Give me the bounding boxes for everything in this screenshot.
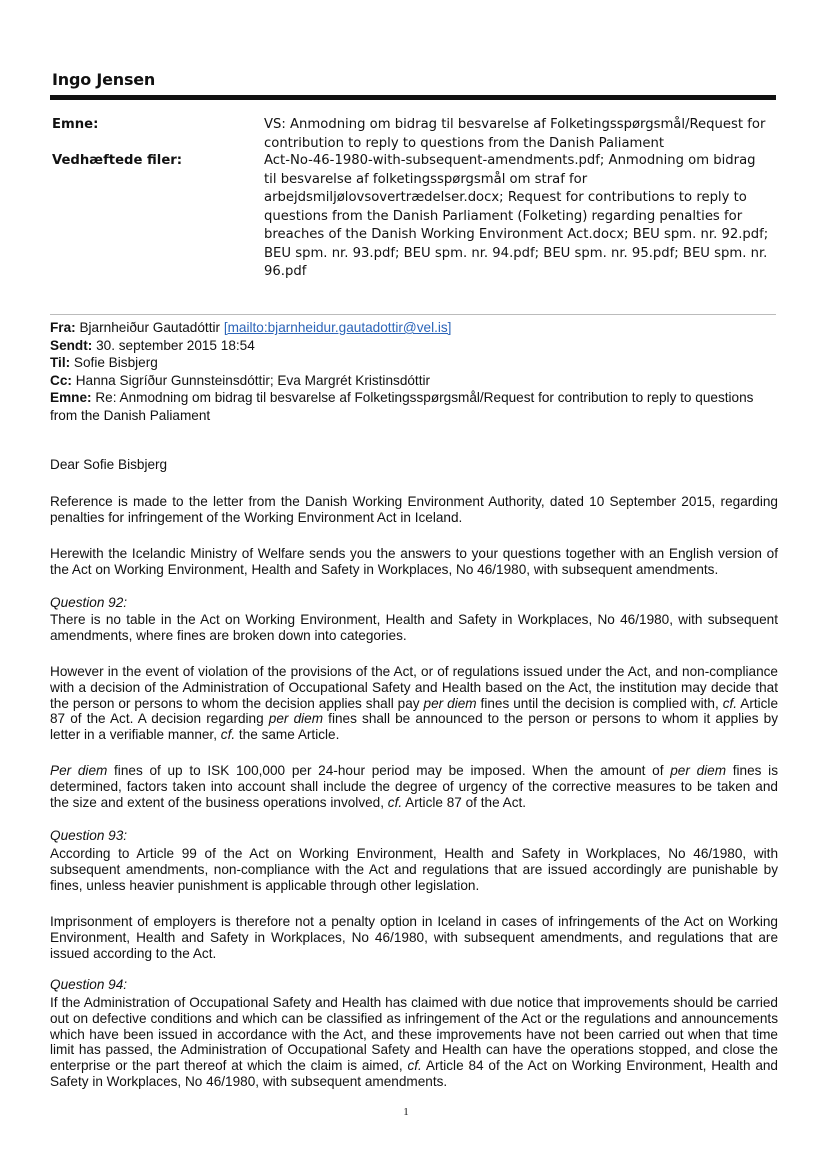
q92-p3-text-b: fines of up to ISK 100,000 per 24-hour period may be imposed. When the amount of — [107, 763, 671, 778]
to-row — [50, 354, 778, 372]
question-92-paragraph-2 — [50, 664, 778, 743]
q92-p3-italic-a: Per diem — [50, 763, 108, 778]
sent-row — [50, 337, 778, 355]
sent-value: 30. september 2015 18:54 — [96, 337, 255, 353]
cc-label: Cc: — [50, 372, 72, 388]
question-92-paragraph-1: There is no table in the Act on Working Environment, Health and Safety in Workplaces, No 46/1980, with subsequent amendments, where fines are broken down into categories. — [50, 612, 778, 643]
q92-p2-text-e: Article 87 of the Act. A decision regarding — [50, 695, 779, 727]
page-number: 1 — [403, 1106, 409, 1118]
question-92-heading: Question 92: — [50, 595, 128, 610]
paragraph-herewith: Herewith the Icelandic Ministry of Welfare sends you the answers to your questions together with an English version of the Act on Working Environment, Health and Safety in Workplaces, No 46/1980, with subsequent amendments. — [50, 546, 778, 577]
q92-p2-text-i: the same Article. — [235, 727, 340, 743]
question-94-heading: Question 94: — [50, 977, 128, 992]
q92-p2-italic-h: cf. — [220, 727, 236, 743]
from-email-link[interactable]: [mailto:bjarnheidur.gautadottir@vel.is] — [223, 320, 452, 335]
attachments-value: Act-No-46-1980-with-subsequent-amendments.pdf; Anmodning om bidrag til besvarelse af folketingsspørgsmål om straf for arbejdsmiljølovsovertrædelser.docx; Request for contributions to reply to questions from the Danish Parliament (Folketing) regarding penalties for breaches of the Danish Working Environment Act.docx; BEU spm. nr. 92.pdf; BEU spm. nr. 93.pdf; BEU spm. nr. 94.pdf; BEU spm. nr. 95.pdf; BEU spm. nr. 96.pdf — [264, 153, 769, 279]
forwarded-message-header — [50, 319, 778, 424]
q92-p2-text-g: fines shall be announced to the person or persons to whom it applies by letter in a verifiable manner, — [50, 711, 778, 743]
q94-p1-text-c: Article 84 of the Act on Working Environment, Health and Safety in Workplaces, No 46/1980, with subsequent amendments. — [50, 1058, 778, 1089]
sent-label: Sendt: — [50, 337, 93, 353]
q92-p2-italic-d: cf. — [722, 695, 738, 711]
mailbox-owner-name: Ingo Jensen — [52, 70, 156, 89]
q92-p3-text-d: fines is determined, factors taken into account shall include the degree of urgency of the corrective measures to be taken and the size and extent of the business operations involved, — [50, 763, 778, 810]
cc-value: Hanna Sigríður Gunnsteinsdóttir; Eva Margrét Kristinsdóttir — [75, 372, 431, 388]
attachments-row — [52, 152, 776, 279]
from-row — [50, 319, 778, 337]
greeting: Dear Sofie Bisbjerg — [50, 457, 168, 472]
question-93-paragraph-2: Imprisonment of employers is therefore not a penalty option in Iceland in cases of infringements of the Act on Working Environment, Health and Safety in Workplaces, No 46/1980, with subsequent amendments, and regulations that are issued according to the Act. — [50, 914, 778, 961]
outer-subject-row — [52, 116, 776, 152]
to-value: Sofie Bisbjerg — [73, 355, 158, 370]
outer-subject-value: VS: Anmodning om bidrag til besvarelse af Folketingsspørgsmål/Request for contribution to reply to questions from the Danish Paliament — [264, 117, 766, 151]
q92-p2-italic-b: per diem — [423, 695, 477, 711]
q92-p2-italic-f: per diem — [268, 711, 324, 727]
question-93-paragraph-1: According to Article 99 of the Act on Working Environment, Health and Safety in Workplaces, No 46/1980, with subsequent amendments, non-compliance with the Act and regulations that are issued accordingly are punishable by fines, unless heavier punishment is applicable through other legislation. — [50, 846, 778, 893]
question-93-heading: Question 93: — [50, 828, 128, 843]
inner-subject-label: Emne: — [50, 390, 92, 405]
q94-p1-text-a: If the Administration of Occupational Safety and Health has claimed with due notice that improvements should be carried out on defective conditions and which can be classified as infringement of the Act or the regulations and announcements which have been issued in accordance with the Act, and these improvements have not been carried out when that time limit has passed, the Administration of Occupational Safety and Health can have the operations stopped, and close the enterprise or the part thereof at which the claim is aimed, — [50, 995, 778, 1074]
question-94-paragraph-1 — [50, 995, 778, 1090]
to-label: Til: — [50, 355, 71, 370]
q92-p3-italic-c: per diem — [670, 763, 727, 778]
q94-p1-italic-b: cf. — [407, 1058, 422, 1074]
outer-subject-label: Emne: — [52, 117, 99, 132]
separator-rule — [50, 314, 776, 315]
cc-row — [50, 372, 778, 390]
q92-p3-text-f: Article 87 of the Act. — [402, 794, 527, 810]
from-label: Fra: — [50, 320, 76, 335]
from-name: Bjarnheiður Gautadóttir — [79, 320, 221, 335]
q92-p2-text-a: However in the event of violation of the provisions of the Act, or of regulations issued under the Act, and non-compliance with a decision of the Administration of Occupational Safety and Health based on the Act, the institution may decide that the person or persons to whom the decision applies shall pay — [50, 664, 778, 711]
q92-p2-text-c: fines until the decision is complied with, — [476, 695, 723, 711]
inner-subject-value: Re: Anmodning om bidrag til besvarelse af Folketingsspørgsmål/Request for contribution to reply to questions from the Danish Paliament — [50, 390, 754, 423]
paragraph-reference: Reference is made to the letter from the Danish Working Environment Authority, dated 10 September 2015, regarding penalties for infringement of the Working Environment Act in Iceland. — [50, 494, 778, 525]
q92-p3-italic-e: cf. — [387, 794, 403, 810]
question-92-paragraph-3 — [50, 763, 778, 810]
inner-subject-row — [50, 389, 778, 424]
attachments-label: Vedhæftede filer: — [52, 153, 183, 168]
header-rule — [50, 95, 776, 100]
